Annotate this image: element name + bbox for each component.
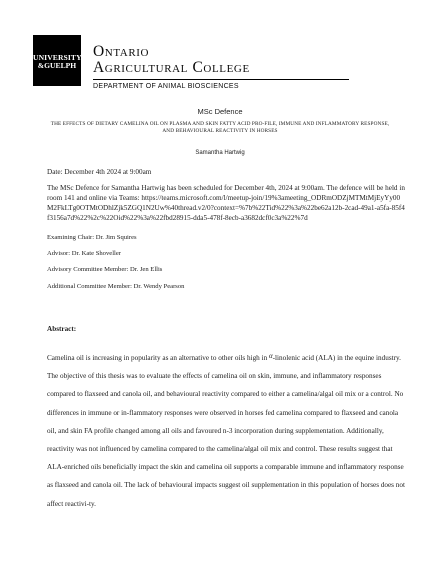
department-name: DEPARTMENT OF ANIMAL BIOSCIENCES: [93, 83, 239, 90]
abstract-text-rest: -linolenic acid (ALA) in the equine industry. The objective of this thesis was to evaluate the effects of camelina oil on skin, immune, and inflammatory responses compared to flaxseed and canola oil, and behavioural reactivity compared to either a camelina/algal oil mix or a control. No differences in immune or in-flammatory responses were observed in horses fed camelina compared to flaxseed and canola oil, and skin FA profile changed among all oils and favoured n-3 incorporation during supplementation. Additionally, reactivity was not influenced by camelina compared to the camelina/algal oil mix and control. These results suggest that ALA-enriched oils beneficially impact the skin and camelina oil supports a comparable immune and inflammatory response as flaxseed and canola oil. The lack of behavioural impacts suggest oil supplementation in this population of horses does not affect reactivi-ty.: [47, 354, 405, 508]
college-name-line-1: Ontario: [93, 43, 150, 60]
teams-link[interactable]: https://teams.microsoft.com/l/meetup-join/19%3ameeting_ODRmODZjMTMtMjEyYy00M2FkLTg0OTMtODhlZjk5ZGQ1N2Uw%40thread.v2/0?context=%7b%22Tid%22%3a%22be62a12b-2cad-49a1-a5fa-85f4f3156a7d%22%2c%22Oid%22%3a%22fbd28915-dda5-478f-8ecb-a3682dcf0c3a%22%7d: [47, 194, 405, 222]
advisor: Advisor: Dr. Kate Shoveller: [47, 250, 121, 257]
date-line: Date: December 4th 2024 at 9:00am: [47, 168, 152, 176]
additional-committee-member: Additional Committee Member: Dr. Wendy Pearson: [47, 283, 185, 290]
thesis-title: THE EFFECTS OF DIETARY CAMELINA OIL ON PLASMA AND SKIN FATTY ACID PRO-FILE, IMMUNE AND INFLAMMATORY RESPONSE, AND BEHAVIOURAL REACTIVITY IN HORSES: [50, 121, 390, 134]
header-rule: [93, 79, 349, 80]
college-header: [93, 43, 363, 90]
logo-line-1: UNIVERSITY: [33, 53, 82, 62]
advisory-committee-member: Advisory Committee Member: Dr. Jen Ellis: [47, 266, 163, 273]
abstract-body: [47, 349, 405, 513]
alpha-symbol: α: [268, 352, 273, 360]
announcement-text: The MSc Defence for Samantha Hartwig has been scheduled for December 4th, 2024 at 9:00am. The defence will be held in room 141 and online via Teams:: [47, 184, 405, 202]
event-heading: MSc Defence: [197, 107, 243, 116]
presenter-name: Samantha Hartwig: [195, 150, 245, 156]
abstract-text-start: Camelina oil is increasing in popularity as an alternative to other oils high in: [47, 354, 269, 362]
university-logo: [33, 35, 81, 86]
examining-chair: Examining Chair: Dr. Jim Squires: [47, 234, 137, 241]
college-name-line-2: Agricultural College: [93, 59, 250, 76]
announcement-paragraph: [47, 183, 405, 223]
abstract-heading: Abstract:: [47, 325, 77, 333]
logo-line-2: &GUELPH: [37, 61, 77, 70]
